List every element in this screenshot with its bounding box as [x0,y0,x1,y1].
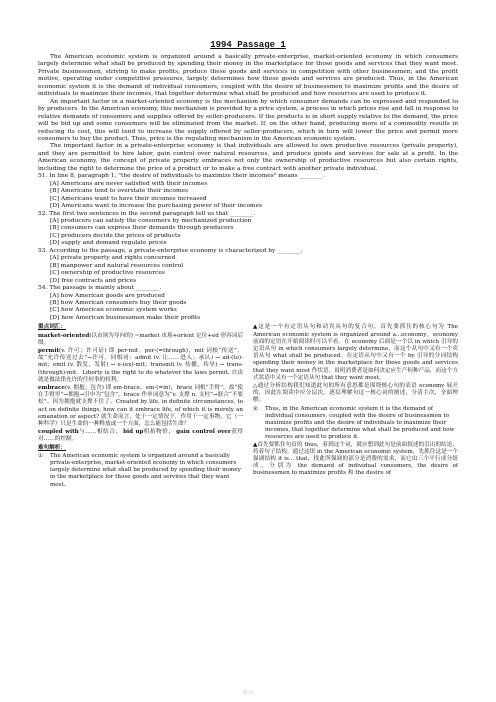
option-a: [A] how American goods are produced [50,292,165,299]
phrase-term: gain control over [176,429,231,436]
option-d: [D] how American businessmen make their profits [50,314,201,321]
option-a: [A] Americans are never satisfied with their incomes [50,180,208,187]
analysis-sentence-1 [38,453,243,489]
passage-paragraph-1: The American economic system is organized around a basically private-enterprise, market-oriented economy in which consumers largely determine what shall be produced by spending their money in the marketplace for those goods and services that they want most. Private businessmen, striving to make profits, produce these goods and services in competition with other businessmen; and the profit motive, operating under competitive pressures, largely determines how these goods and services are produced. Thus, in the American economic system it is the demand of individual consumers, coupled with the desire of businessmen to maximize profits and the desire of individuals to maximize their incomes, that together determine what shall be produced and how resources are used to produce it. [38,54,458,98]
item-text: Thus, in the American economic system it is the demand of individual consumers, coupled with the desire of businessmen to maximize profits and the desire of individuals to maximize their incomes, that together determine what shall be produced and how resources are used to produce it. [265,405,455,441]
option-a: [A] producers can satisfy the consumers by mechanized production [50,217,252,224]
vocab-heading: 重点词汇： [38,324,66,331]
page-footer: 第1页 [242,690,254,695]
vocab-term: market-oriented [38,332,90,339]
option-b: [B] how American consumers buy their goods [50,299,187,306]
question-51 [38,173,458,210]
notes-left-column [38,324,243,488]
phrase-definition: 哄抬物价； [143,429,174,436]
passage-paragraph-3: The important factor in a private-enterprise economy is that individuals are allowed to own productive resources (private property), and they are permitted to hire labor, gain control over natural resources, and produce goods and services for sale at a profit. In the American economy, the concept of private property embraces not only the ownership of productive resources but also certain rights, including the right to determine the price of a product or to make a free contract with another private individual. [38,143,458,172]
question-stem: 54. The passage is mainly about ________. [38,285,162,292]
option-d: [D] supply and demand regulate prices [50,240,167,247]
phrase-definition: 与……相结合； [78,429,121,436]
item-text: The American economic system is organized around a basically private-enterprise, market-oriented economy in which consumers largely determine what shall be produced by spending their money in the marketplace for those goods and services that they want most. [50,452,241,488]
question-stem: 52. The first two sentences in the second paragraph tell us that ________. [38,210,256,217]
passage-paragraph-2: An important factor in a market-oriented economy is the mechanism by which consumer demands can be expressed and responded to by producers. In the American economy, this mechanism is provided by a price system, a process in which prices rise and fall in response to relative demands of consumers and supplies offered by seller-producers. If the products is in short supply relative to the demand, the price will be bid up and some consumers will be eliminated from the market. If, on the other hand, producing more of a commodity results in reducing its cost, this will tend to increase the supply offered by seller-producers, which in turn will lower the price and permit more consumers to buy the product. Thus, price is the regulating mechanism in the American economic system. [38,98,458,142]
option-b: [B] Americans tend to overstate their incomes [50,188,189,195]
vocab-definition: (v. 拥抱；包含) 即 em-brace。em-(=in)，brace 词根“手臂”，故“使在手臂里”→拥抱→引申为“包含”。brace 作单词意为“v. 支撑 n. 支柱”→联合“不要松”。因为拥抱就支撑不住了。Created by life, in definite circumstances, to act on definite things, how can it embrace life, of which it is merely an emanation or aspect? 就生命而言，处于一定情况下，作用于一定事物，它（一种科学）只是生命的一种释放或一个方面，怎么能包括生命？ [38,384,243,427]
question-stem: 53. According to the passage, a private-enterprise economy is characterized by ________. [38,247,303,254]
analysis-explanation: ▲首先要抓住句首的 thus，着到这个词，就应想到此句是前面叙述的引出的结论，将着句子结构。通过这组 in the American economic system，先抓住这是一个强调结构 it is... that，找此所强调的部分是消费的需求，而它由三个平行成分组成，分别为 the demand of individual consumers, the desire of businessmen to maximize profits 和 the desire of [253,441,458,477]
phrase-definition: 获得对……的控制。 [38,429,243,443]
option-c: [C] Americans want to have their incomes increased [50,195,207,202]
notes-right-column [253,324,458,488]
vocab-term: embrace [38,384,65,391]
option-a: [A] private property and rights concerned [50,255,176,262]
option-b: [B] consumers can express their demands through producers [50,225,234,232]
option-c: [C] how American economic system works [50,307,177,314]
vocab-definition: (v. 许可；许可证) 即 per-mit。per-(=through)，mit 词根“传送”，故“允许传送过去”→许可。同根词：admit (v. 让……进入；承认) → ad-(to)-mit；emit (v. 散发，发射) → e-(ex)-mit；transmit (v. 传播，传导) → trans-(through)-mit。Liberty is the right to do whatever the laws permit. 自由就是做法律允许的任何事的权利。 [38,347,243,383]
notes-columns [38,324,458,488]
item-number: ① [38,452,44,459]
option-d: [D] free contracts and prices [50,277,137,284]
phrase-term: coupled with [38,429,79,436]
analysis-sentence-2 [253,406,458,442]
passage-title: 1994 Passage 1 [210,40,286,50]
question-53 [38,248,458,285]
question-stem: 51. In line 8, paragraph 1, "the desire of individuals to maximize their incomes" means ________. [38,173,326,180]
phrase-term: bid up [123,429,144,436]
analysis-explanation: △通过分析结构我们知道此句的所有意思都是围绕核心句的表语 economy 展开的，因此在阅读中应分层次，逐层理解句这一核心词的阐述，分清主次，全面理解。 [253,382,458,404]
item-number: ② [253,405,259,412]
vocab-term: permit [38,347,60,354]
vocab-definition: (以市场为导向的) ~market 市场+orient 定位+ed 形容词后缀。 [38,332,243,346]
option-d: [D] Americans want to increase the purchasing power of their incomes [50,203,263,210]
analysis-explanation: ▲这是一个有定语从句和动宾从句的复合句。首先要抓住的核心句为 The American economic system is organized around a...economy。economy 前面的定语在开始阅读时可以不看。在 economy 后面是一个以 in which 引导的定语从句 in which consumers largely determine，而这个从句中又有一个宾语从句 what shall be produced。在定语从句中又有一个 by 引导的分词结构 spending their money in the marketplace for those goods and services that they want most 作状语，说明消费者是如何决定应生产何种产品，而这个方式状语中又有一个定语从句 that they want most。 [253,324,458,381]
option-c: [C] producers decide the prices of products [50,232,181,239]
option-c: [C] ownership of productive resources [50,270,165,277]
question-54 [38,285,458,322]
question-52 [38,211,458,248]
analysis-heading: 难句解析： [38,444,66,451]
option-b: [B] manpower and natural resources control [50,262,184,269]
